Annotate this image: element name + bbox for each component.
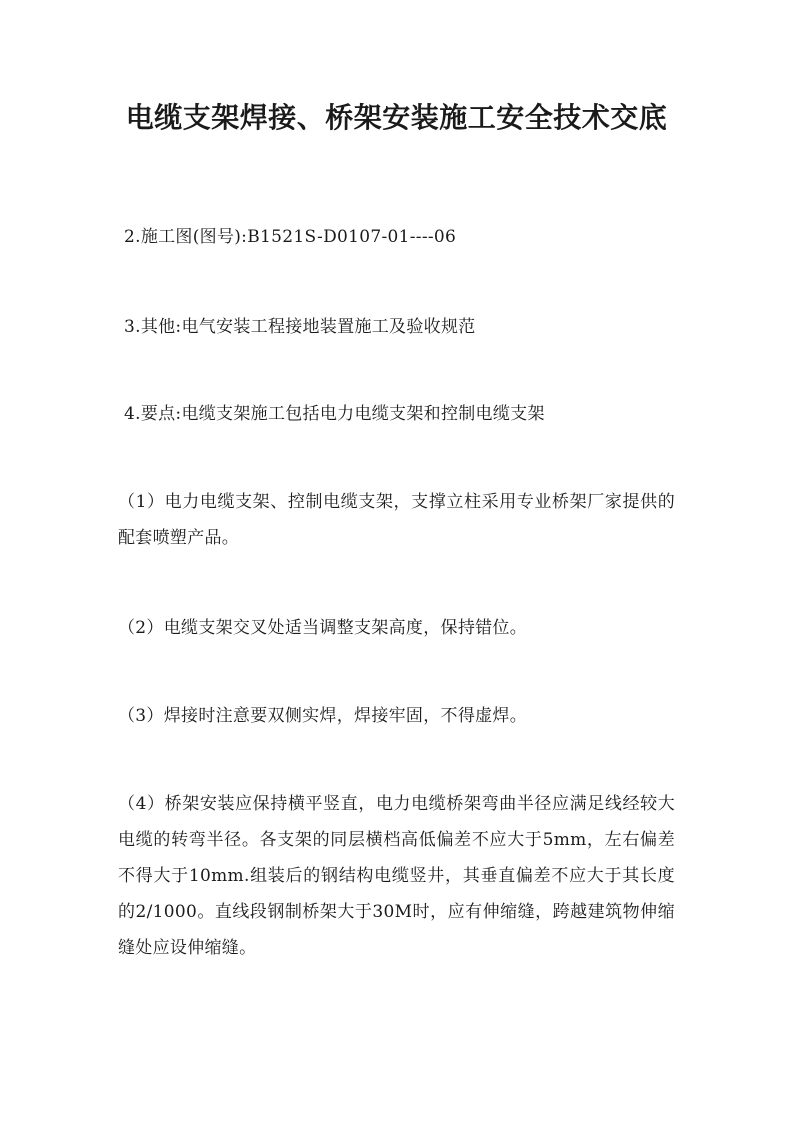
paragraph-point-4: （4）桥架安装应保持横平竖直，电力电缆桥架弯曲半径应满足线经较大电缆的转弯半径。各支架的同层横档高低偏差不应大于5mm，左右偏差不得大于10mm.组装后的钢结构电缆竖井，其垂直偏差不应大于其长度的2/1000。直线段钢制桥架大于30M时，应有伸缩缝，跨越建筑物伸缩缝处应设伸缩缝。: [118, 794, 675, 958]
paragraph-point-1: （1）电力电缆支架、控制电缆支架，支撑立柱采用专业桥架厂家提供的配套喷塑产品。: [118, 492, 675, 548]
paragraph-other-standards: 3.其他:电气安装工程接地装置施工及验收规范: [124, 317, 476, 337]
paragraph-point-2: （2）电缆支架交叉处适当调整支架高度，保持错位。: [118, 618, 528, 638]
paragraph-point-3: （3）焊接时注意要双侧实焊，焊接牢固，不得虚焊。: [118, 706, 528, 726]
paragraph-key-points: 4.要点:电缆支架施工包括电力电缆支架和控制电缆支架: [124, 404, 545, 424]
document-title: 电缆支架焊接、桥架安装施工安全技术交底: [125, 101, 668, 134]
paragraph-drawing-number: 2.施工图(图号):B1521S-D0107-01----06: [124, 227, 457, 247]
